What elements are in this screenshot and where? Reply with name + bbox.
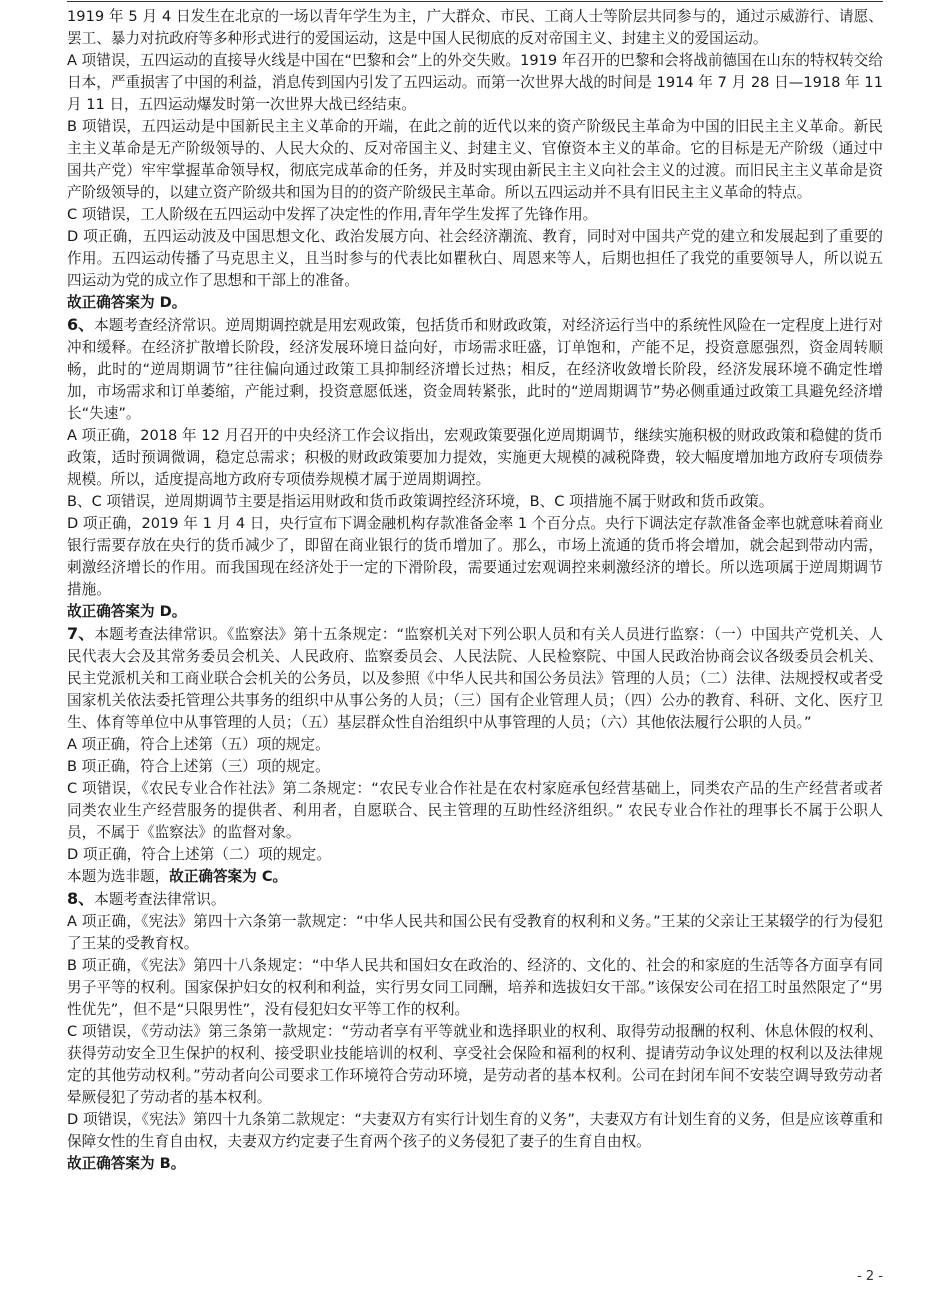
paragraph: B 项正确，《宪法》第四十八条规定：“中华人民共和国妇女在政治的、经济的、文化的、社会的和家庭的生活等各方面享有同男子平等的权利。国家保护妇女的权利和利益，实行男女同工同酬，培养和选拔妇女干部。”该保安公司在招工时虽然限定了“男性优先”，但不是“只限男性”，没有侵犯妇女平等工作的权利。	[67, 957, 883, 1018]
answer-bold: 故正确答案为 C。	[169, 868, 288, 885]
document-page	[67, 0, 883, 1175]
paragraph: B 项正确，符合上述第（三）项的规定。	[67, 758, 330, 775]
document-body	[67, 0, 883, 1175]
question-explanation	[67, 314, 883, 425]
paragraph: D 项正确，符合上述第（二）项的规定。	[67, 846, 331, 863]
paragraph: A 项正确，2018 年 12 月召开的中央经济工作会议指出，宏观政策要强化逆周期调节，继续实施积极的财政政策和稳健的货币政策，适时预调微调，稳定总需求；积极的财政政策要加力提效，实施更大规模的减税降费，较大幅度增加地方政府专项债券规模。所以，适度提高地方政府专项债券规模才属于逆周期调控。	[67, 427, 883, 488]
paragraph: D 项正确，五四运动波及中国思想文化、政治发展方向、社会经济潮流、教育，同时对中国共产党的建立和发展起到了重要的作用。五四运动传播了马克思主义，且当时参与的代表比如瞿秋白、周恩来等人，后期也担任了我党的重要领导人，所以说五四运动为党的成立作了思想和干部上的准备。	[67, 228, 883, 289]
page-number: - 2 -	[857, 1269, 883, 1284]
paragraph: B 项错误，五四运动是中国新民主主义革命的开端，在此之前的近代以来的资产阶级民主革命为中国的旧民主主义革命。新民主主义革命是无产阶级领导的、人民大众的、反对帝国主义、封建主义、官僚资本主义的革命。它的目标是无产阶级（通过中国共产党）牢牢掌握革命领导权，彻底完成革命的任务，并及时实现由新民主主义向社会主义的过渡。而旧民主主义革命是资产阶级领导的，以建立资产阶级共和国为目的的资产阶级民主革命。所以五四运动并不具有旧民主主义革命的特点。	[67, 118, 883, 201]
question-number: 7、	[67, 624, 95, 643]
answer-note: 本题为选非题，	[67, 868, 170, 885]
question-number: 6、	[67, 315, 95, 334]
answer-line: 故正确答案为 D。	[67, 294, 187, 311]
question-text: 本题考查法律常识。《监察法》第十五条规定：“监察机关对下列公职人员和有关人员进行监察：（一）中国共产党机关、人民代表大会及其常务委员会机关、人民政府、监察委员会、人民法院、人民检察院、中国人民政治协商会议各级委员会机关、民主党派机关和工商业联合会机关的公务员，以及参照《中华人民共和国公务员法》管理的人员；（二）法律、法规授权或者受国家机关依法委托管理公共事务的组织中从事公务的人员；（三）国有企业管理人员；（四）公办的教育、科研、文化、医疗卫生、体育等单位中从事管理的人员；（五）基层群众性自治组织中从事管理的人员；（六）其他依法履行公职的人员。”	[67, 626, 883, 731]
question-text: 本题考查法律常识。	[94, 891, 226, 908]
paragraph: C 项错误，《农民专业合作社法》第二条规定：“农民专业合作社是在农村家庭承包经营基础上，同类农产品的生产经营者或者同类农业生产经营服务的提供者、利用者，自愿联合、民主管理的互助性经济组织。” 农民专业合作社的理事长不属于公职人员，不属于《监察法》的监督对象。	[67, 780, 883, 841]
paragraph: A 项正确，《宪法》第四十六条第一款规定：“中华人民共和国公民有受教育的权利和义务。”王某的父亲让王某辍学的行为侵犯了王某的受教育权。	[67, 913, 883, 952]
paragraph: A 项错误，五四运动的直接导火线是中国在“巴黎和会”上的外交失败。1919 年召开的巴黎和会将战前德国在山东的特权转交给日本，严重损害了中国的利益，消息传到国内引发了五四运动。而第一次世界大战的时间是 1914 年 7 月 28 日—1918 年 11 月 11 日，五四运动爆发时第一次世界大战已经结束。	[67, 52, 883, 113]
paragraph: C 项错误，《劳动法》第三条第一款规定：“劳动者享有平等就业和选择职业的权利、取得劳动报酬的权利、休息休假的权利、获得劳动安全卫生保护的权利、接受职业技能培训的权利、享受社会保险和福利的权利、提请劳动争议处理的权利以及法律规定的其他劳动权利。”劳动者向公司要求工作环境符合劳动环境，是劳动者的基本权利。公司在封闭车间不安装空调导致劳动者晕厥侵犯了劳动者的基本权利。	[67, 1023, 883, 1106]
question-text: 本题考查经济常识。逆周期调控就是用宏观政策，包括货币和财政政策，对经济运行当中的系统性风险在一定程度上进行对冲和缓释。在经济扩散增长阶段，经济发展环境日益向好，市场需求旺盛，订单饱和，产能不足，投资意愿强烈，资金周转顺畅，此时的“逆周期调节”往往偏向通过政策工具抑制经济增长过热；相反，在经济收敛增长阶段，经济发展环境不确定性增加，市场需求和订单萎缩，产能过剩，投资意愿低迷，资金周转紧张，此时的“逆周期调节”势必侧重通过政策工具避免经济增长“失速”。	[67, 317, 883, 422]
paragraph: A 项正确，符合上述第（五）项的规定。	[67, 736, 330, 753]
question-number: 8、	[67, 889, 95, 908]
paragraph: D 项正确，2019 年 1 月 4 日，央行宣布下调金融机构存款准备金率 1 个百分点。央行下调法定存款准备金率也就意味着商业银行需要存放在央行的货币减少了，即留在商业银行的货币增加了。那么，市场上流通的货币将会增加，就会起到带动内需，刺激经济增长的作用。而我国现在经济处于一定的下滑阶段，需要通过宏观调控来刺激经济的增长。所以选项属于逆周期调节措施。	[67, 515, 883, 598]
answer-line	[67, 866, 883, 888]
question-explanation	[67, 623, 883, 734]
paragraph: 1919 年 5 月 4 日发生在北京的一场以青年学生为主，广大群众、市民、工商人士等阶层共同参与的，通过示威游行、请愿、罢工、暴力对抗政府等多种形式进行的爱国运动，这是中国人民彻底的反对帝国主义、封建主义的爱国运动。	[67, 8, 883, 47]
paragraph: B、C 项错误，逆周期调节主要是指运用财政和货币政策调控经济环境，B、C 项措施不属于财政和货币政策。	[67, 493, 774, 510]
answer-line: 故正确答案为 B。	[67, 1155, 186, 1172]
question-explanation	[67, 888, 883, 911]
paragraph: C 项错误，工人阶级在五四运动中发挥了决定性的作用,青年学生发挥了先锋作用。	[67, 206, 598, 223]
answer-line: 故正确答案为 D。	[67, 603, 187, 620]
paragraph: D 项错误，《宪法》第四十九条第二款规定：“夫妻双方有实行计划生育的义务”，夫妻双方有计划生育的义务，但是应该尊重和保障女性的生育自由权，夫妻双方约定妻子生育两个孩子的义务侵犯了妻子的生育自由权。	[67, 1111, 883, 1150]
